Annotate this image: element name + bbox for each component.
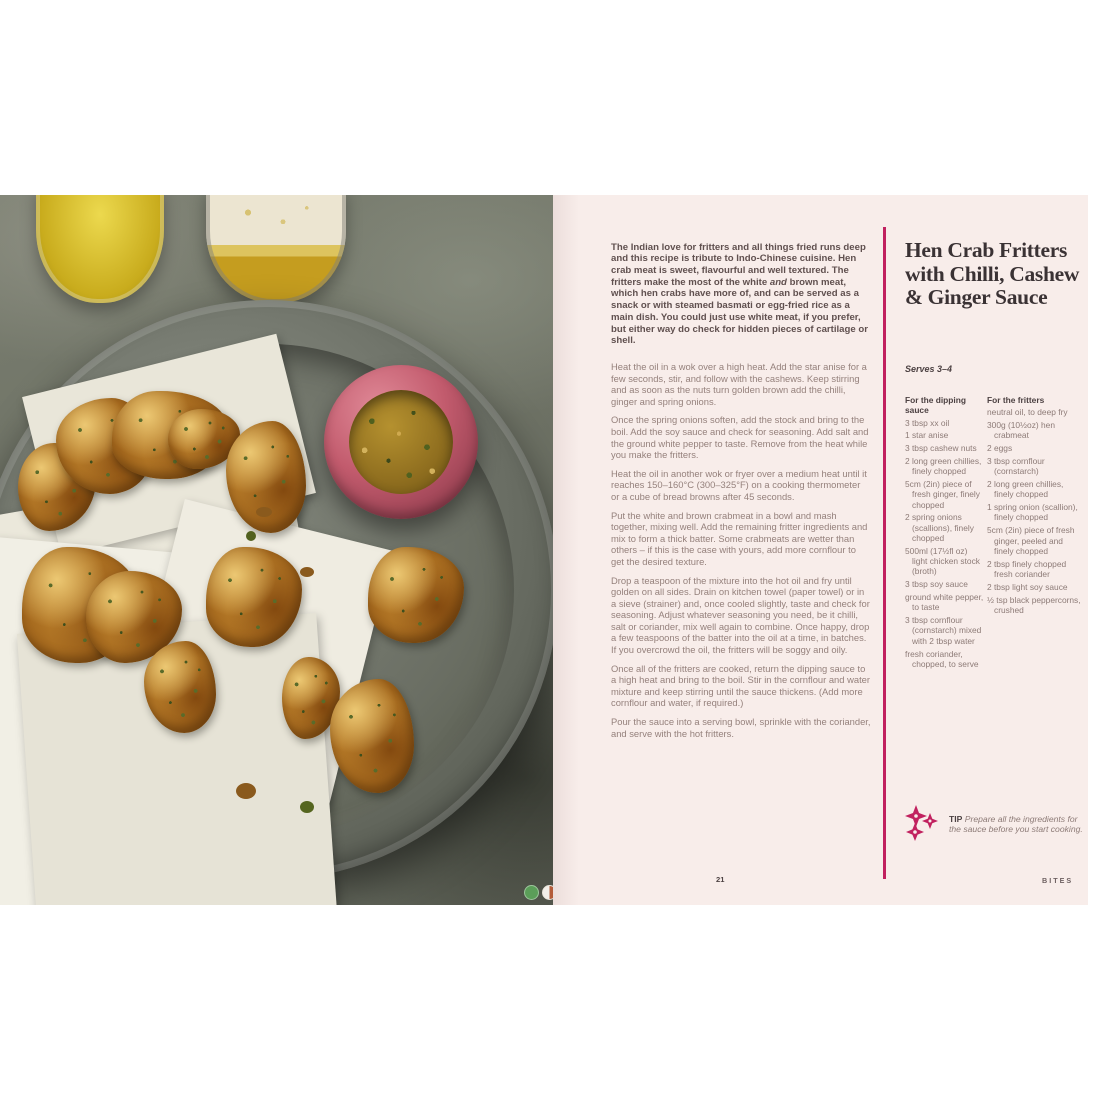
cookbook-spread [0,195,1088,905]
ingredient: 2 long green chillies, finely chopped [905,455,982,477]
ingredient: 3 tbsp soy sauce [905,579,968,590]
tip-body: Prepare all the ingredients for the sauce before you start cooking. [949,813,1083,835]
method-step: Once the spring onions soften, add the stock and bring to the boil. Add the soy sauce and check for seasoning. Add salt and the ground white pepper to taste. Remove from the heat while you make the fritters. [611,414,869,461]
method-step: Put the white and brown crabmeat in a bowl and mash together, mixing well. Add the remaining fritter ingredients and mix to form a thick batter. Some crabmeats are wetter than others – if this is the case with yours, add more cornflour to get the desired texture. [611,509,868,567]
decorative-bead-divider [883,227,886,879]
method-step: Heat the oil in a wok over a high heat. Add the star anise for a few seconds, stir, and follow with the cashews. Keep stirring and as soon as the nuts turn golden brown add the chilli, ginger and spring onions. [611,361,867,407]
ingredient: 5cm (2in) piece of fresh ginger, finely chopped [905,479,980,510]
ingredient: 5cm (2in) piece of fresh ginger, peeled and finely chopped [987,525,1075,556]
recipe-page [553,195,1088,905]
title-line: with Chilli, Cashew [905,261,1080,286]
ingredient: 3 tbsp cashew nuts [905,443,977,454]
tip-box [905,805,1090,843]
ingredient: 2 tbsp finely chopped fresh coriander [987,558,1067,579]
tip-ornament-icon [905,805,939,843]
food-photo [0,195,553,905]
ingredient: 2 eggs [987,443,1013,454]
dipping-sauce [349,390,453,494]
method-step: Pour the sauce into a serving bowl, sprinkle with the coriander, and serve with the hot fritters. [611,716,871,739]
ingredient: 2 tbsp light soy sauce [987,581,1068,592]
ingredient: fresh coriander, chopped, to serve [905,648,979,669]
intro-italic-word: and [769,276,787,288]
ingredient: 3 tbsp cornflour (cornstarch) [987,455,1045,477]
ingredient: ground white pepper, to taste [905,592,984,613]
ingredients-header: For the dipping sauce [905,395,966,416]
dipping-sauce-bowl [324,365,478,519]
recipe-intro [611,242,871,347]
ingredient: 1 star anise [905,430,949,441]
intro-text: brown meat, which hen crabs have more of, and can be served as a snack or with steamed basmati or egg-fried rice as a main dish. You could just use white meat, if you prefer, but either way do check for hidden pieces of cartilage or shell. [611,276,868,347]
method-step: Drop a teaspoon of the mixture into the hot oil and fry until golden on all sides. Drain on kitchen towel (paper towel) or in a sieve (strainer) and, once cooled slightly, taste and check for seasoning. Adjust whatever seasoning you need, be it chilli, salt or coriander, mix well again to combine. Once happy, drop a few teaspoons of the batter into the oil at a time, in batches. If you overcrowd the oil, the fritters will be soggy and oily. [611,574,870,656]
title-line: & Ginger Sauce [905,285,1048,310]
ingredient: neutral oil, to deep fry [987,407,1068,418]
ingredient: 2 long green chillies, finely chopped [987,479,1064,500]
ingredient: 1 spring onion (scallion), finely chopped [987,502,1078,523]
method-step: Heat the oil in another wok or fryer over a medium heat until it reaches 150–160°C (300–325°F) on a cooking thermometer or a cube of bread browns after 45 seconds. [611,467,867,502]
ingredient: 3 tbsp xx oil [905,417,950,428]
ingredients-dipping-sauce [905,395,985,672]
ingredient: ½ tsp black peppercorns, crushed [987,594,1081,615]
beer-glass [206,195,346,303]
ingredients-header: For the fritters [987,395,1045,405]
intro-text: The Indian love for fritters and all things fried runs deep and this recipe is tribute to Indo-Chinese cuisine. Hen crab meat is sweet, flavourful and well textured. The fritters make the most of the white [611,241,866,288]
fried-crumb [300,567,314,577]
method-steps [611,361,871,746]
herb-crumb [246,531,256,541]
yellow-drink-glass [36,195,164,303]
ingredient: 2 spring onions (scallions), finely chopped [905,512,974,544]
ingredient: 500ml (17½fl oz) light chicken stock (broth) [905,545,980,577]
ingredients-fritters [987,395,1083,618]
ingredient: 300g (10½oz) hen crabmeat [987,420,1055,441]
section-label: BITES [1042,876,1074,885]
fried-crumb [256,507,272,517]
herb-crumb [300,801,314,813]
title-line: Hen Crab Fritters [905,238,1068,263]
recipe-title [905,239,1085,310]
dot-indicator-green[interactable] [524,885,539,900]
method-step: Once all of the fritters are cooked, return the dipping sauce to a high heat and bring to the boil. Stir in the cornflour and water mixture and keep stirring until the sauce thickens. (Add more cornflour and water, if required.) [611,662,871,709]
fried-crumb [236,783,256,799]
ingredient: 3 tbsp cornflour (cornstarch) mixed with 2 tbsp water [905,615,982,646]
tip-label: TIP [949,813,963,824]
serves-label: Serves 3–4 [905,364,953,374]
tip-text [949,814,1090,835]
page-number: 21 [716,875,725,884]
